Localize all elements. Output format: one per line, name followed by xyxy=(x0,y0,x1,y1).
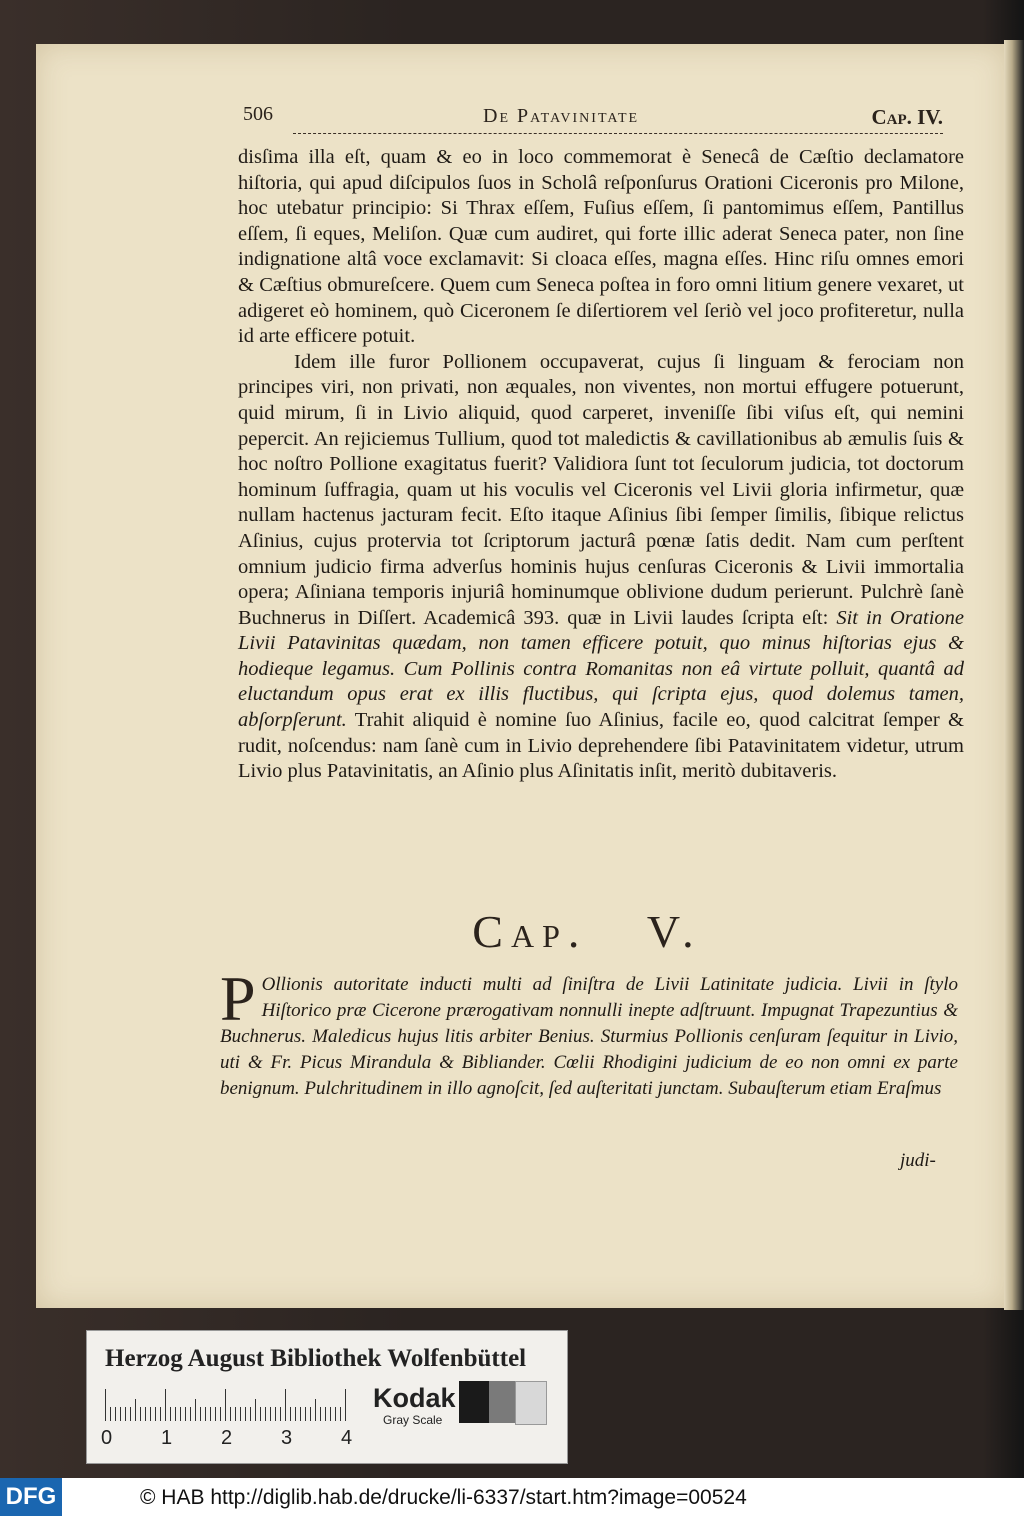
ruler-tick xyxy=(230,1407,231,1421)
ruler-tick xyxy=(240,1407,241,1421)
reference-card xyxy=(86,1330,568,1464)
ruler-tick xyxy=(270,1407,271,1421)
ruler-tick xyxy=(320,1407,321,1421)
paragraph-1: disſima illa eſt, quam & eo in loco commemorat è Senecâ de Cæſtio declamatore hiſtoria, qui apud diſcipulos ſuos in Scholâ reſponſurus Orationi Ciceronis pro Milone, hoc utebatur principio: Si Thrax eſſem, Fuſius eſſem, ſi pantomimus eſſem, Pantillus eſſem, ſi eques, Meliſon. Quæ cum audiret, qui forte illic aderat Seneca pater, non ſine indignatione altâ voce exclamavit: Si cloaca eſſes, magna eſſes. Hinc riſu omnes emori & Cæſtius obmureſcere. Quem cum Seneca poſtea in foro omni litium genere vexaret, ut adigeret eò hominem, quò Ciceronem ſe diſertiorem vel ſeriò vel joco profiteretur, nulla id arte efficere potuit. xyxy=(238,146,964,348)
ruler-tick xyxy=(285,1389,286,1421)
ruler-tick xyxy=(125,1407,126,1421)
ruler-tick xyxy=(195,1399,196,1421)
ruler-label: 3 xyxy=(281,1427,293,1449)
ruler-tick xyxy=(210,1407,211,1421)
ruler-tick xyxy=(135,1399,136,1421)
paragraph-2 xyxy=(238,350,964,785)
ruler-tick xyxy=(220,1407,221,1421)
ruler-tick xyxy=(110,1407,111,1421)
ruler-tick xyxy=(225,1389,226,1421)
footer-bar xyxy=(0,1478,1024,1516)
ruler-tick xyxy=(335,1407,336,1421)
ruler-tick xyxy=(315,1399,316,1421)
chapter-label: Cap. xyxy=(472,906,588,957)
running-chapter: Cap. IV. xyxy=(871,105,943,129)
ruler-tick xyxy=(325,1407,326,1421)
scale-ruler xyxy=(105,1389,345,1421)
gray-scale-label: Gray Scale xyxy=(383,1413,443,1427)
ruler-tick xyxy=(245,1407,246,1421)
ruler-tick xyxy=(305,1407,306,1421)
buchner-quote: Sit in Oratione Livii Patavinitas quædam, non tamen efficere potuit, quo minus hiſtorias ejus & hodieque legamus. Cum Pollinis contra Romanitas non eâ virtute polluit, quantâ ad eluctandum opus erat ex illis fluctibus, qui ſcripta ejus, quod dolemus tamen, abſorpſerunt. xyxy=(238,606,965,732)
ruler-tick xyxy=(345,1389,346,1421)
ruler-tick xyxy=(160,1407,161,1421)
ruler-tick xyxy=(310,1407,311,1421)
gray-swatch-dark xyxy=(459,1381,489,1423)
ruler-tick xyxy=(105,1389,106,1421)
catchword: judi- xyxy=(900,1150,936,1171)
chapter-heading xyxy=(0,905,1024,958)
running-header xyxy=(243,103,943,137)
chapter-summary xyxy=(220,963,958,1102)
ruler-tick xyxy=(150,1407,151,1421)
ruler-tick xyxy=(250,1407,251,1421)
drop-cap: P xyxy=(220,963,256,1034)
ruler-tick xyxy=(340,1407,341,1421)
ruler-tick xyxy=(180,1407,181,1421)
ruler-tick xyxy=(205,1407,206,1421)
gray-swatch-light xyxy=(515,1381,547,1425)
ruler-tick xyxy=(155,1407,156,1421)
ruler-tick xyxy=(275,1407,276,1421)
gray-swatch-mid xyxy=(489,1381,515,1423)
ruler-tick xyxy=(330,1407,331,1421)
ruler-tick xyxy=(235,1407,236,1421)
summary-text: Ollionis autoritate inducti multi ad ſiniſtra de Livii Latinitate judicia. Livii in ſtylo Hiſtorico præ Cicerone prærogativam nonnulli inepte adſtruunt. Impugnat Trapezuntius & Buchnerus. Maledicus hujus litis arbiter Benius. Sturmius Pollionis cenſuram ſequitur in Livio, uti & Fr. Picus Mirandula & Bibliander. Cœlii Rhodigini judicium de eo non omni ex parte benignum. Pulchritudinem in illo agnoſcit, ſed auſteritati junctam. Subauſterum etiam Eraſmus xyxy=(220,974,958,1099)
ruler-tick xyxy=(145,1407,146,1421)
ruler-tick xyxy=(265,1407,266,1421)
header-rule xyxy=(293,133,943,134)
ruler-tick xyxy=(255,1399,256,1421)
ruler-tick xyxy=(215,1407,216,1421)
ruler-tick xyxy=(175,1407,176,1421)
ruler-tick xyxy=(170,1407,171,1421)
dfg-logo: DFG xyxy=(0,1478,62,1516)
ruler-tick xyxy=(290,1407,291,1421)
ruler-labels xyxy=(101,1427,361,1451)
ruler-tick xyxy=(190,1407,191,1421)
ruler-tick xyxy=(115,1407,116,1421)
ruler-tick xyxy=(130,1407,131,1421)
library-name: Herzog August Bibliothek Wolfenbüttel xyxy=(105,1345,527,1372)
page-number: 506 xyxy=(243,103,273,125)
copyright-link[interactable]: © HAB http://diglib.hab.de/drucke/li-6337/start.htm?image=00524 xyxy=(140,1486,747,1509)
chapter-number: V. xyxy=(646,906,702,957)
paragraph-2-text: Idem ille furor Pollionem occupaverat, cujus ſi linguam & ferociam non principes viri, non privati, non æquales, non viventes, non mortui effugere potuerunt, quid mirum, ſi in Livio aliquid, quod carperet, inveniſſe ſibi viſus eſt, qui nemini pepercit. An rejiciemus Tullium, quod tot maledictis & cavillationibus ab æmulis ſuis & hoc noſtro Pollione exagitatus fuerit? Validiora ſunt tot ſeculorum judicia, tot doctorum hominum ſuffragia, quam ut his voculis vel Ciceronis vel Livii gloria infirmetur, quæ nullam hactenus jacturam fecit. Eſto itaque Aſinius ſibi ſemper ſimilis, ſibique relictus Aſinius, cujus protervia tot ſcriptorum jacturâ pœnæ ſatis dedit. Nam cum perſtent omnium judicio firma adverſus hominis hujus cenſuras Ciceronis & Livii immortalia opera; Aſiniana temporis injuriâ hominumque oblivione dudum perierunt. Pulchrè ſanè Buchnerus in Diſſert. Academicâ 393. quæ in Livii laudes ſcripta eſt: xyxy=(238,350,964,629)
body-text xyxy=(238,145,964,785)
ruler-label: 1 xyxy=(161,1427,173,1449)
ruler-tick xyxy=(300,1407,301,1421)
ruler-label: 0 xyxy=(101,1427,113,1449)
ruler-tick xyxy=(200,1407,201,1421)
ruler-tick xyxy=(120,1407,121,1421)
paragraph-2-end: Trahit aliquid è nomine ſuo Aſinius, facile eo, quod calcitrat ſemper & rudit, noſcendus: nam ſanè cum in Livio deprehendere ſibi Patavinitatem videtur, utrum Livio plus Patavinitatis, an Aſinio plus Aſinitatis inſit, meritò dubitaveris. xyxy=(238,709,964,783)
ruler-tick xyxy=(295,1407,296,1421)
ruler-tick xyxy=(140,1407,141,1421)
running-title: De Patavinitate xyxy=(483,105,640,127)
page-edge xyxy=(1004,40,1024,1310)
ruler-tick xyxy=(260,1407,261,1421)
ruler-tick xyxy=(280,1407,281,1421)
ruler-tick xyxy=(165,1389,166,1421)
ruler-label: 2 xyxy=(221,1427,233,1449)
kodak-logo: Kodak xyxy=(373,1383,456,1413)
ruler-label: 4 xyxy=(341,1427,353,1449)
ruler-tick xyxy=(185,1407,186,1421)
